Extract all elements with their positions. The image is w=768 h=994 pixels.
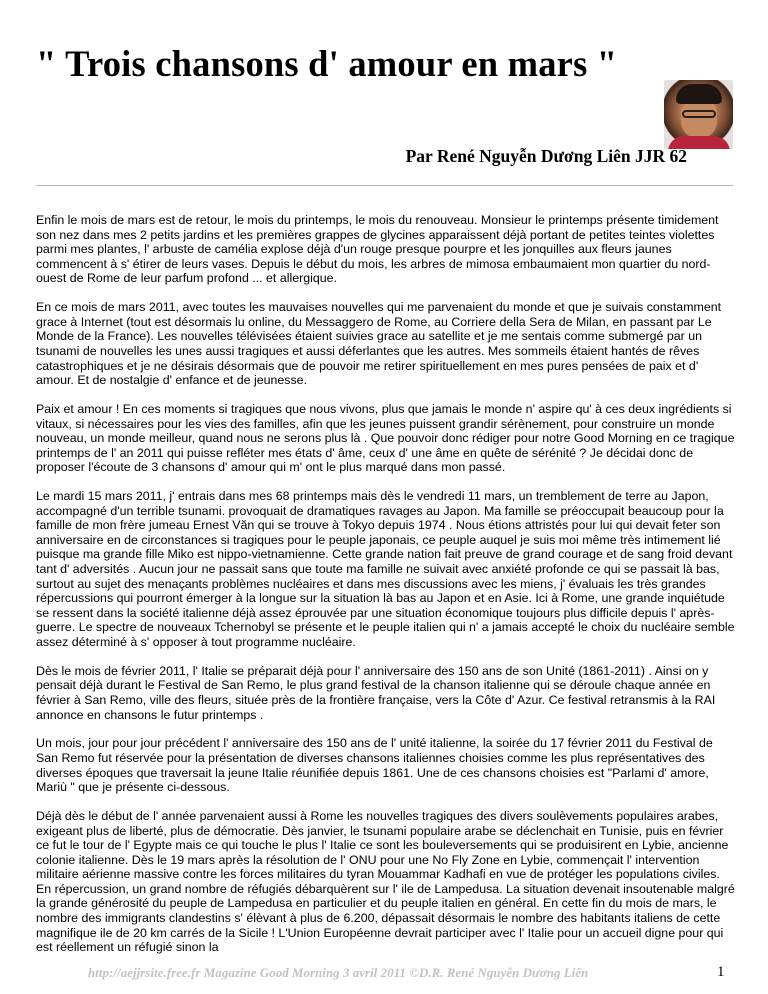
page-footer: http://aejjrsite.free.fr Magazine Good Morning 3 avril 2011 ©D.R. René Nguyễn Dương Liên: [88, 966, 589, 980]
paragraph-5: Dès le mois de février 2011, l' Italie se préparait déjà pour l' anniversaire des 150 ans de son Unité (1861-2011) . Ainsi on y pensait déjà durant le Festival de San Remo, le plus grand festival de la chanson italienne qui se déroule chaque année en février à San Remo, ville des fleurs, située près de la frontière française, vers la Côte d' Azur. Ce festival retransmis à la RAI annonce en chansons le futur printemps .: [36, 663, 716, 722]
author-byline: Par René Nguyễn Dương Liên JJR 62: [405, 146, 687, 166]
header-divider: [36, 185, 733, 186]
page-number: 1: [717, 964, 725, 980]
paragraph-4: Le mardi 15 mars 2011, j' entrais dans mes 68 printemps mais dès le vendredi 11 mars, un tremblement de terre au Japon, accompagné d'un terrible tsunami. provoquait de dramatiques ravages au Japon. Ma famille se préoccupait beaucoup pour la famille de mon frère jumeau Ernest Văn qui se trouve à Tokyo depuis 1974 . Nous étions attristés pour lui qui devait feter son anniversaire en de circonstances si tragiques pour le peuple japonais, ce peuple auquel je suis moi même très intimement lié puisque ma grande fille Miko est nippo-vietnamienne. Cette grande nation fait preuve de grand courage et de sang froid devant tant d' adversités . Aucun jour ne passait sans que toute ma famille ne suivait avec anxiété profonde ce qui se passait là bas, surtout au sujet des menaçants problèmes nucléaires et dans mes discussions avec les miens, j' évaluais les très grandes répercussions qui pourront émerger à la longue sur la situation là bas au Japon et en Asie. Ici à Rome, une grande inquiétude se ressent dans la société italienne déjà assez éprouvée par une situation économique toujours plus difficile depuis l' après-guerre. Le spectre de nouveaux Tchernobyl se présente et le peuple italien qui n' a jamais accepté le choix du nucléaire semble assez déterminé à s' opposer à tout programme nucléaire.: [36, 489, 735, 649]
author-glasses: [682, 110, 716, 118]
paragraph-6: Un mois, jour pour jour précédent l' anniversaire des 150 ans de l' unité italienne, la soirée du 17 février 2011 du Festival de San Remo fut réservée pour la présentation de diverses chansons italiennes choisies comme les plus représentatives des diverses époques que traversait la jeune Italie réunifiée depuis 1861. Une de ces chansons choisies est "Parlami d' amore, Mariù " que je présente ci-dessous.: [36, 736, 713, 795]
paragraph-2: En ce mois de mars 2011, avec toutes les mauvaises nouvelles qui me parvenaient du monde et que je suivais constamment grace à Internet (tout est désormais lu online, du Messaggero de Rome, au Corriere della Sera de Milan, en passant par Le Monde de la France). Les nouvelles télévisées étaient suivies grace au satellite et je me sentais comme submergé par un tsunami de nouvelles les unes aussi tragiques et aussi déferlantes que les autres. Mes sommeils étaient hantés de rêves catastrophiques et je ne désirais désormais que de pouvoir me retirer spirituellement en mes pures pensées de paix et d' amour. Et de nostalgie d' enfance et de jeunesse.: [36, 300, 722, 388]
paragraph-3: Paix et amour ! En ces moments si tragiques que nous vivons, plus que jamais le monde n' aspire qu' à ces deux ingrédients si vitaux, si nécessaires pour les vies des familles, afin que les jeunes puissent grandir sérènement, pour construire un monde nouveau, un monde meilleur, quand nous ne serons plus là . Que pouvoir donc rédiger pour notre Good Morning en ce tragique printemps de l' an 2011 qui puisse refléter mes états d' âme, ceux d' une âme en quête de sérénité ? Je décidai donc de proposer l'écoute de 3 chansons d' amour qui m' ont le plus marqué dans mon passé.: [36, 401, 735, 475]
article-body: [36, 213, 736, 969]
paragraph-7: Déjà dès le début de l' année parvenaient aussi à Rome les nouvelles tragiques des divers soulèvements populaires arabes, exigeant plus de liberté, plus de démocratie. Dès janvier, le tsunami populaire arabe se déclenchait en Tunisie, puis en février ce fut le tour de l' Egypte mais ce qui touche le plus l' Italie ce sont les bouleversements qui se produisirent en Lybie, ancienne colonie italienne. Dès le 19 mars après la résolution de l' ONU pour une No Fly Zone en Lybie, commençait l' intervention militaire aérienne massive contre les forces militaires du tyran Mouammar Kadhafi en vue de protéger les populations civiles. En répercussion, un grand nombre de réfugiés débarquèrent sur l' ile de Lampedusa. La situation devenait insoutenable malgré la grande générosité du peuple de Lampedusa en particulier et du peuple italien en général. En cette fin du mois de mars, le nombre des immigrants clandestins s' élèvant à plus de 6.200, dépassait désormais le nombre des habitants italiens de cette magnifique ile de 20 km carrés de la Sicile ! L'Union Européenne devrait participer avec l' Italie pour un accueil digne pour qui est réellement un réfugié sinon la: [36, 808, 735, 955]
author-hair: [676, 84, 722, 104]
paragraph-1: Enfin le mois de mars est de retour, le mois du printemps, le mois du renouveau. Monsieur le printemps présente timidement son nez dans mes 2 petits jardins et les premières grappes de glycines apparaissent déjà portant de petites teintes violettes parmi mes plantes, l' arbuste de camélia explose déjà d'un rouge presque pourpre et les jonquilles aux fleurs jaunes commencent à s' étirer de leurs vases. Depuis le début du mois, les arbres de mimosa embaumaient mon quartier du nord-ouest de Rome de leur parfum profond ... et allergique.: [36, 213, 719, 286]
author-photo: [664, 80, 733, 149]
article-title: " Trois chansons d' amour en mars ": [36, 43, 618, 84]
